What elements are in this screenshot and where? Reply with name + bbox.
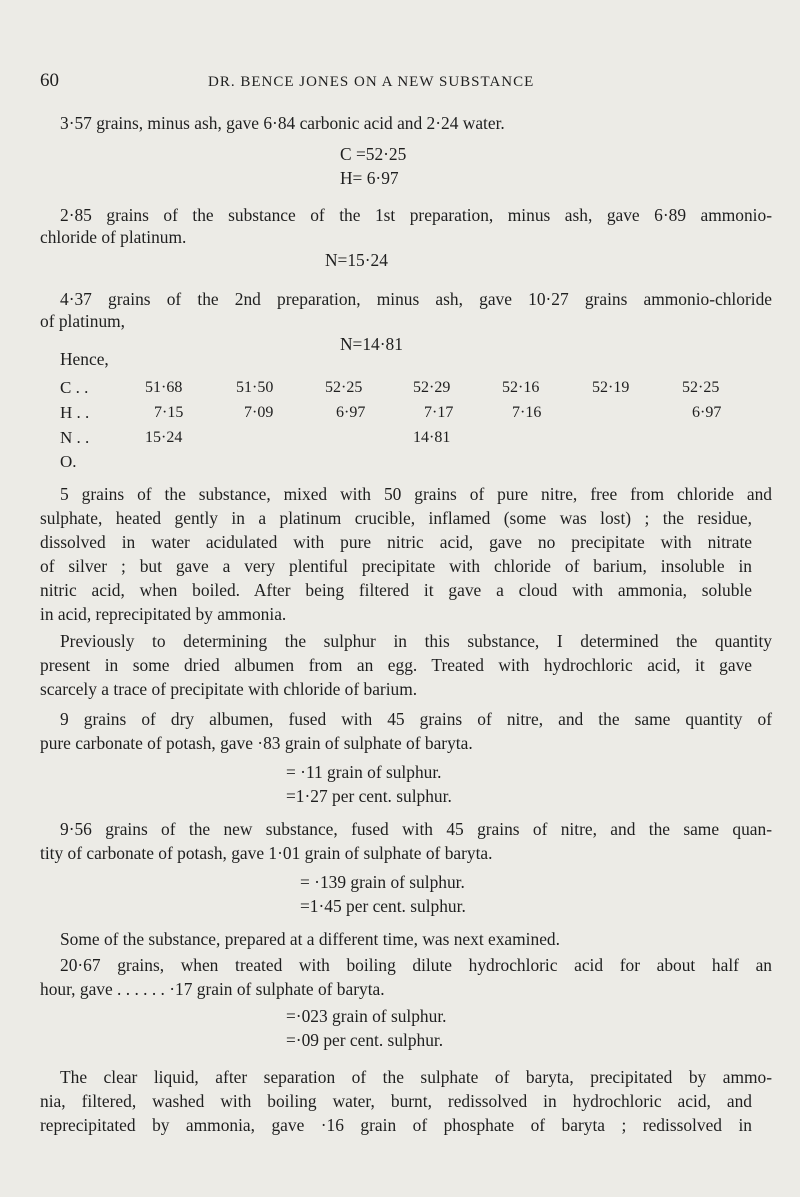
table-cell: 6·97 <box>336 404 366 421</box>
table-cell: 15·24 <box>145 429 183 446</box>
table-cell: 52·16 <box>502 379 540 396</box>
text-line: dissolved in water acidulated with pure nitric acid, gave no precipitate with nitrate <box>40 532 752 552</box>
table-cell: 14·81 <box>413 429 451 446</box>
text-line: 9·56 grains of the new substance, fused with 45 grains of nitre, and the same quan- <box>60 819 772 839</box>
equation-nitrogen-1: N=15·24 <box>325 250 388 270</box>
row-label-h: H . . <box>60 403 90 422</box>
result-line: = ·139 grain of sulphur. <box>300 872 465 892</box>
text-line: scarcely a trace of precipitate with chloride of barium. <box>40 679 418 699</box>
table-cell: 52·29 <box>413 379 451 396</box>
text-line: 9 grains of dry albumen, fused with 45 grains of nitre, and the same quantity of <box>60 709 772 729</box>
page-number: 60 <box>40 70 59 91</box>
table-cell: 7·17 <box>424 404 454 421</box>
equation-carbon: C =52·25 <box>340 144 407 164</box>
result-line: =·09 per cent. sulphur. <box>286 1030 444 1050</box>
text-line: The clear liquid, after separation of the sulphate of baryta, precipitated by ammo- <box>60 1067 772 1087</box>
result-line: = ·11 grain of sulphur. <box>286 762 442 782</box>
text-line: Previously to determining the sulphur in this substance, I determined the quantity <box>60 631 772 651</box>
row-label-c: C . . <box>60 378 89 397</box>
table-cell: 52·25 <box>325 379 363 396</box>
text-line: of platinum, <box>40 311 126 331</box>
table-cell: 52·19 <box>592 379 630 396</box>
text-line: 5 grains of the substance, mixed with 50 grains of pure nitre, free from chloride and <box>60 484 772 504</box>
text-line: pure carbonate of potash, gave ·83 grain of sulphate of baryta. <box>40 733 473 753</box>
text-line: nia, filtered, washed with boiling water, burnt, redissolved in hydrochloric acid, and <box>40 1091 752 1111</box>
hence-label: Hence, <box>60 349 109 369</box>
text-line: of silver ; but gave a very plentiful precipitate with chloride of barium, insoluble in <box>40 556 752 576</box>
running-title: DR. BENCE JONES ON A NEW SUBSTANCE <box>208 74 535 90</box>
table-cell: 7·09 <box>244 404 274 421</box>
equation-nitrogen-2: N=14·81 <box>340 334 403 354</box>
text-line: Some of the substance, prepared at a different time, was next examined. <box>60 929 560 949</box>
table-cell: 7·16 <box>512 404 542 421</box>
text-line: 20·67 grains, when treated with boiling dilute hydrochloric acid for about half an <box>60 955 772 975</box>
text-line: present in some dried albumen from an egg. Treated with hydrochloric acid, it gave <box>40 655 752 675</box>
text-line: in acid, reprecipitated by ammonia. <box>40 604 287 624</box>
text-line: hour, gave . . . . . . ·17 grain of sulphate of baryta. <box>40 979 385 999</box>
text-line: tity of carbonate of potash, gave 1·01 grain of sulphate of baryta. <box>40 843 493 863</box>
equation-hydrogen: H= 6·97 <box>340 168 399 188</box>
page-header <box>40 70 760 94</box>
text-line: reprecipitated by ammonia, gave ·16 grain of phosphate of baryta ; redissolved in <box>40 1115 752 1135</box>
row-label-n: N . . <box>60 428 90 447</box>
row-label-o: O. <box>60 452 77 471</box>
result-line: =1·27 per cent. sulphur. <box>286 786 452 806</box>
table-cell: 51·50 <box>236 379 274 396</box>
result-line: =1·45 per cent. sulphur. <box>300 896 466 916</box>
result-line: =·023 grain of sulphur. <box>286 1006 447 1026</box>
text-line: 2·85 grains of the substance of the 1st preparation, minus ash, gave 6·89 ammonio- <box>60 205 772 225</box>
text-line: sulphate, heated gently in a platinum crucible, inflamed (some was lost) ; the residue, <box>40 508 752 528</box>
table-cell: 52·25 <box>682 379 720 396</box>
text-line: nitric acid, when boiled. After being filtered it gave a cloud with ammonia, soluble <box>40 580 752 600</box>
text-line: 4·37 grains of the 2nd preparation, minus ash, gave 10·27 grains ammonio-chloride <box>60 289 772 309</box>
text-line: chloride of platinum. <box>40 227 187 247</box>
table-cell: 6·97 <box>692 404 722 421</box>
text-line: 3·57 grains, minus ash, gave 6·84 carbonic acid and 2·24 water. <box>60 113 505 133</box>
table-cell: 7·15 <box>154 404 184 421</box>
table-cell: 51·68 <box>145 379 183 396</box>
